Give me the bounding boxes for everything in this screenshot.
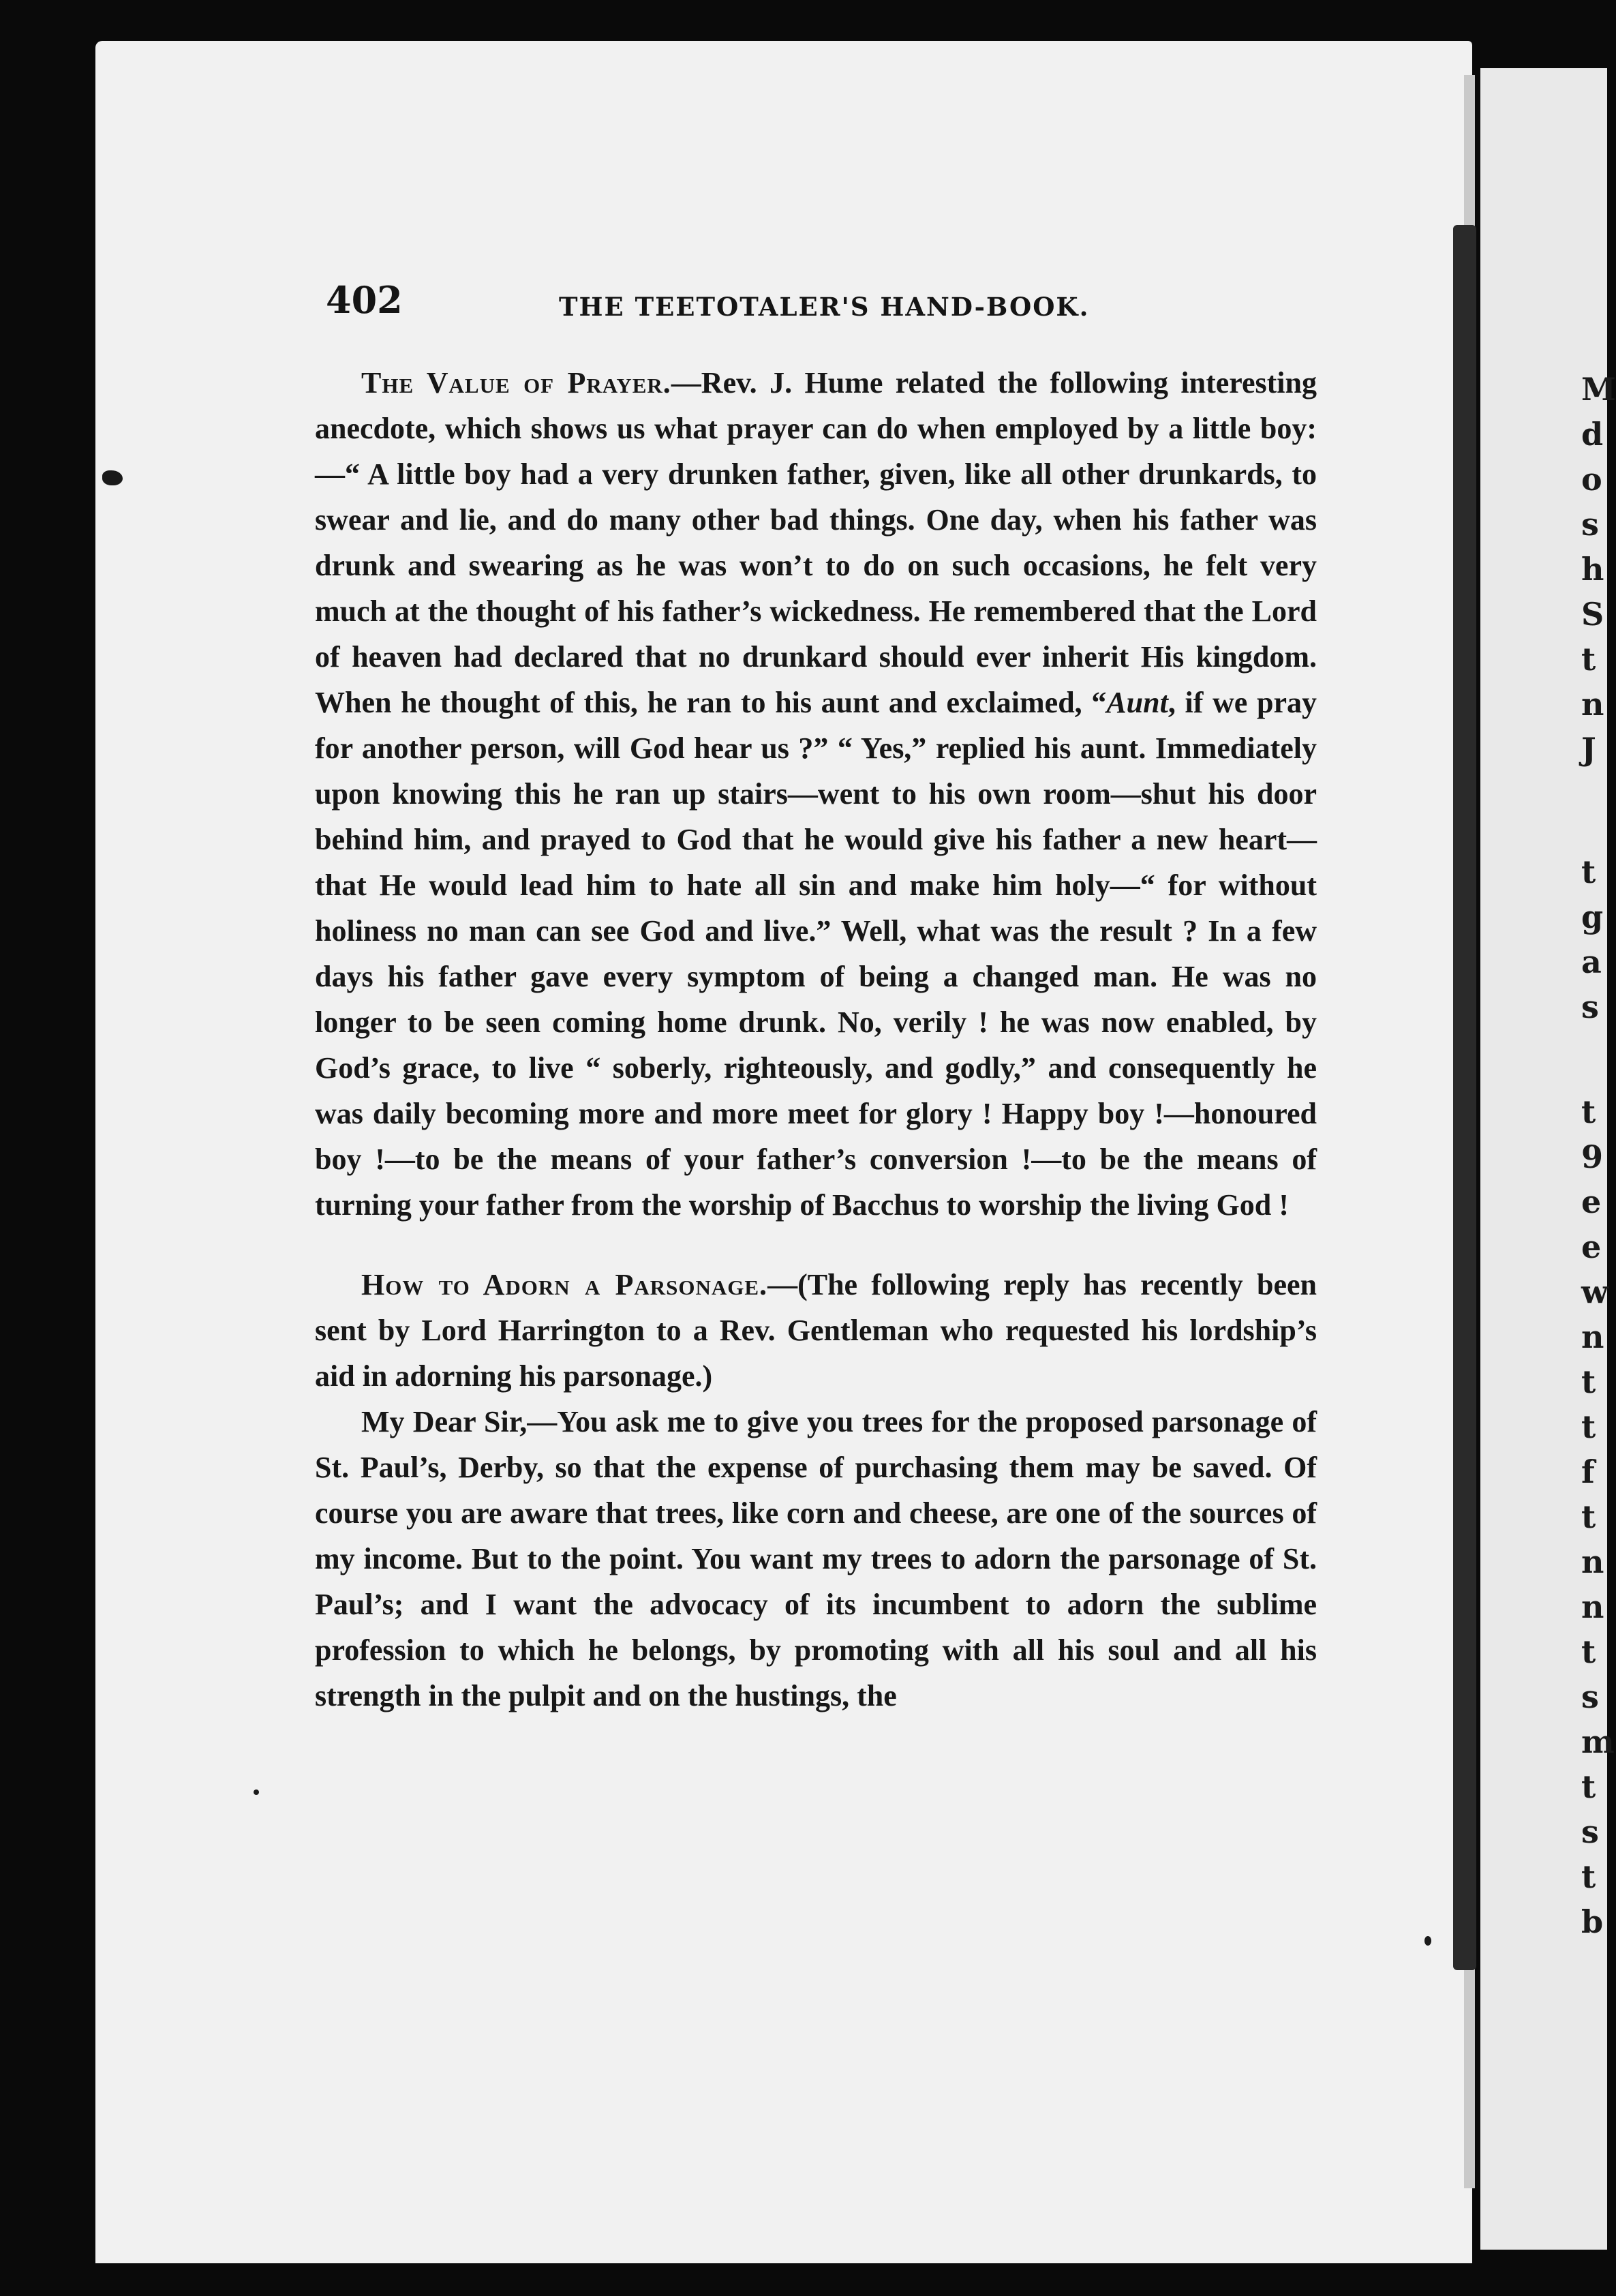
- paragraph-text-continued: , if we pray for another person, will God hear us ?” “ Yes,” replied his aunt. Immediately upon knowing this he ran up stairs—went to his own room—shut his door behind him, and prayed to God that he would give his father a new heart—that He would lead him to hate all sin and make him holy—“ for without holiness no man can see God and live.” Well, what was the result ? In a few days his father gave every symptom of being a changed man. He was no longer to be seen coming home drunk. No, verily ! he was now enabled, by God’s grace, to live “ soberly, righteously, and godly,” and consequently he was daily becoming more and more meet for glory ! Happy boy !—honoured boy !—to be the means of your father’s conversion !—to be the means of turning your father from the worship of Bacchus to worship the living God !: [315, 686, 1317, 1222]
- adjacent-page-fragment: h: [1581, 551, 1604, 588]
- scan-speck: [254, 1789, 259, 1795]
- adjacent-page-fragment: s: [1581, 1678, 1599, 1715]
- paragraph-text: —Rev. J. Hume related the following interesting anecdote, which shows us what prayer can do when employed by a little boy:—“ A little boy had a very drunken father, given, like all other drunkards, to swear and lie, and do many other bad things. One day, when his father was drunk and swearing as he was won’t to do on such occasions, he felt very much at the thought of his father’s wickedness. He remembered that the Lord of heaven had declared that no drunkard should ever inherit His kingdom. When he thought of this, he ran to his aunt and exclaimed, “: [315, 366, 1317, 719]
- scan-speck: [102, 470, 123, 485]
- adjacent-page-fragment: t: [1581, 641, 1596, 678]
- adjacent-page-fragment: a: [1581, 943, 1602, 980]
- paragraph-adorn-parsonage: [315, 1262, 1317, 1399]
- adjacent-page-fragment: e: [1581, 1183, 1602, 1220]
- adjacent-page-fragment: g: [1581, 898, 1604, 935]
- adjacent-page-fragment: t: [1581, 1633, 1596, 1670]
- running-head: THE TEETOTALER'S HAND-BOOK.: [559, 292, 1090, 322]
- adjacent-page-fragment: b: [1581, 1903, 1604, 1940]
- adjacent-page-fragment: m: [1581, 1723, 1615, 1760]
- adjacent-page-fragment: t: [1581, 854, 1596, 890]
- adjacent-page-fragment: o: [1581, 461, 1602, 498]
- adjacent-page-fragment: n: [1581, 1588, 1604, 1625]
- article-title-adorn-parsonage: How to Adorn a Parsonage.: [361, 1268, 768, 1301]
- adjacent-page-fragment: t: [1581, 1363, 1596, 1400]
- paragraph-letter: My Dear Sir,—You ask me to give you trees for the proposed parsonage of St. Paul’s, Derby, so that the expense of purchasing them may be saved. Of course you are aware that trees, like corn and cheese, are one of the sources of my income. But to the point. You want my trees to adorn the parsonage of St. Paul’s; and I want the advocacy of its incumbent to adorn the sublime profession to which he belongs, by promoting with all his soul and all his strength in the pulpit and on the hustings, the: [315, 1405, 1317, 1712]
- adjacent-page-fragment: n: [1581, 1543, 1604, 1580]
- paragraph-value-of-prayer: [315, 360, 1317, 1228]
- italic-word: Aunt: [1106, 686, 1168, 719]
- article-title-value-of-prayer: The Value of Prayer.: [361, 366, 671, 399]
- adjacent-page-fragment: n: [1581, 1318, 1604, 1355]
- body-text: [315, 360, 1317, 1719]
- adjacent-page-fragment: J: [1581, 731, 1596, 768]
- adjacent-page-fragment: t: [1581, 1408, 1596, 1445]
- adjacent-page-fragment: f: [1581, 1453, 1595, 1490]
- adjacent-page-fragment: d: [1581, 416, 1604, 453]
- adjacent-page-fragment: t: [1581, 1093, 1596, 1130]
- adjacent-page-fragment: s: [1581, 506, 1599, 543]
- adjacent-page-fragment: 9: [1581, 1138, 1604, 1175]
- page-number: 402: [326, 278, 403, 322]
- adjacent-page-fragment: s: [1581, 1813, 1599, 1850]
- adjacent-page-fragment: t: [1581, 1498, 1596, 1535]
- adjacent-page-fragment: M: [1581, 371, 1616, 408]
- scan-speck: [1424, 1936, 1431, 1946]
- adjacent-page-fragment: s: [1581, 988, 1599, 1025]
- paragraph-intro: —(The following reply has recently been sent by Lord Harrington to a Rev. Gentleman who requested his lordship’s aid in adorning his parsonage.): [315, 1268, 1317, 1393]
- adjacent-page-fragment: n: [1581, 686, 1604, 723]
- adjacent-page-fragment: w: [1581, 1273, 1609, 1310]
- adjacent-page-fragment: t: [1581, 1858, 1596, 1895]
- adjacent-page-fragment: t: [1581, 1768, 1596, 1805]
- book-gutter: [1453, 225, 1476, 1970]
- adjacent-page-fragment: e: [1581, 1228, 1602, 1265]
- adjacent-page-fragment: S: [1581, 596, 1604, 633]
